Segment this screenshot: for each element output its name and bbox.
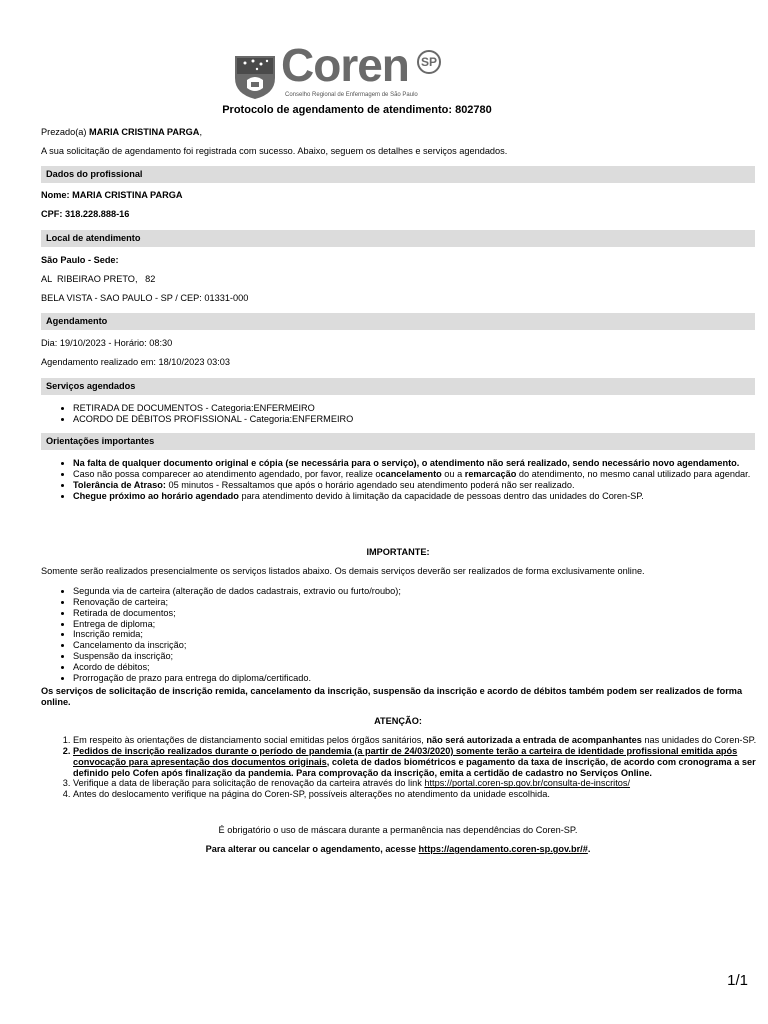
- page-number: 1/1: [727, 972, 748, 989]
- section-header-professional: Dados do profissional: [41, 166, 755, 183]
- coren-logo: [233, 39, 463, 106]
- list-item: [73, 469, 768, 480]
- section-header-appointment: Agendamento: [41, 313, 755, 330]
- attention-text: nas unidades do Coren-SP.: [641, 735, 757, 745]
- list-item: • Retirada de documentos;: [73, 608, 768, 619]
- list-item: • RETIRADA DE DOCUMENTOS - Categoria:ENFERMEIRO: [73, 403, 768, 414]
- list-item: [73, 778, 768, 789]
- appointment-date: Dia: 19/10/2023 - Horário: 08:30: [41, 338, 173, 348]
- in-person-services-list: [41, 586, 768, 684]
- guidelines-list: [41, 458, 768, 501]
- online-services-note: Os serviços de solicitação de inscrição remida, cancelamento da inscrição, suspensão da inscrição e acordo de débitos também podem ser realizados de forma online.: [41, 686, 743, 707]
- mask-note: É obrigatório o uso de máscara durante a permanência nas dependências do Coren-SP.: [218, 825, 578, 835]
- list-item: [73, 458, 768, 469]
- guideline-text: ou a: [441, 468, 465, 479]
- list-item: [73, 735, 768, 746]
- guideline-bold: remarcação: [464, 468, 517, 479]
- coat-of-arms-icon: [233, 52, 277, 100]
- professional-cpf: CPF: 318.228.888-16: [41, 209, 130, 219]
- attention-text: Verifique a data de liberação para solicitação de renovação da carteira através do link: [73, 778, 425, 789]
- page-title: Protocolo de agendamento de atendimento: 802780: [222, 104, 492, 116]
- attention-text: Em respeito às orientações de distanciamento social emitidas pelos órgãos sanitários,: [73, 735, 427, 745]
- logo-subtitle: Conselho Regional de Enfermagem de São Paulo: [285, 92, 418, 98]
- attention-list: [41, 735, 768, 800]
- change-text: Para alterar ou cancelar o agendamento, acesse: [205, 844, 419, 854]
- list-item: • Entrega de diploma;: [73, 619, 768, 630]
- renewal-check-link[interactable]: https://portal.coren-sp.gov.br/consulta-de-inscritos/: [424, 778, 631, 789]
- guideline-text: para atendimento devido à limitação da capacidade de pessoas dentro das unidades do Coren-SP.: [238, 490, 644, 501]
- list-item: • Prorrogação de prazo para entrega do diploma/certificado.: [73, 673, 768, 684]
- change-text: .: [587, 844, 591, 854]
- greeting-prefix: Prezado(a): [41, 127, 90, 137]
- list-item: • Acordo de débitos;: [73, 662, 768, 673]
- greeting: [41, 127, 755, 138]
- logo-sp-badge: SP: [417, 50, 441, 74]
- logo-wordmark: Coren: [281, 39, 409, 91]
- attention-underlined: Pedidos de inscrição realizados durante o período de pandemia (a partir de 24/03/2020) somente terão a carteira de identidade profissional emitida após convocação para apresentação dos documentos originais: [73, 745, 738, 767]
- location-city: BELA VISTA - SAO PAULO - SP / CEP: 01331-000: [41, 293, 249, 303]
- attention-bold: não será autorizada a entrada de acompanhantes: [426, 735, 642, 745]
- section-header-guidelines: Orientações importantes: [41, 433, 755, 450]
- list-item: [73, 480, 768, 491]
- guideline-bold: cancelamento: [380, 468, 442, 479]
- guideline-bold: Chegue próximo ao horário agendado: [73, 490, 239, 501]
- greeting-suffix: ,: [199, 127, 202, 137]
- list-item: • Suspensão da inscrição;: [73, 651, 768, 662]
- services-list: [41, 403, 768, 425]
- professional-name: Nome: MARIA CRISTINA PARGA: [41, 190, 183, 200]
- list-item: • Segunda via de carteira (alteração de dados cadastrais, extravio ou furto/roubo);: [73, 586, 768, 597]
- guideline-text: Caso não possa comparecer ao atendimento agendado, por favor, realize o: [73, 468, 381, 479]
- change-appointment-note: [41, 844, 755, 855]
- list-item: • Cancelamento da inscrição;: [73, 640, 768, 651]
- greeting-name: MARIA CRISTINA PARGA: [89, 127, 200, 137]
- scheduling-link[interactable]: https://agendamento.coren-sp.gov.br/#: [418, 844, 588, 854]
- list-item: • Inscrição remida;: [73, 629, 768, 640]
- guideline-text: Na falta de qualquer documento original e cópia (se necessária para o serviço), o atendimento não será realizado, sendo necessário novo agendamento.: [73, 458, 740, 468]
- guideline-text: do atendimento, no mesmo canal utilizado para agendar.: [516, 468, 751, 479]
- guideline-bold: Tolerância de Atraso:: [73, 479, 166, 490]
- location-name: São Paulo - Sede:: [41, 255, 119, 265]
- section-header-location: Local de atendimento: [41, 230, 755, 247]
- location-street: AL RIBEIRAO PRETO, 82: [41, 274, 156, 284]
- list-item: 4. Antes do deslocamento verifique na página do Coren-SP, possíveis alterações no atendimento da unidade escolhida.: [73, 789, 768, 800]
- attention-text: , coleta de dados biométricos e pagamento da taxa de inscrição, de acordo com cronograma a ser definido pelo Cofen após finalização da pandemia. Para comprovação da inscrição, emita a certidão de cadastro no Serviços Online.: [73, 756, 756, 778]
- section-header-services: Serviços agendados: [41, 378, 755, 395]
- important-heading: IMPORTANTE:: [366, 547, 430, 557]
- list-item: • Renovação de carteira;: [73, 597, 768, 608]
- intro-text: A sua solicitação de agendamento foi registrada com sucesso. Abaixo, seguem os detalhes e serviços agendados.: [41, 146, 508, 156]
- list-item: [73, 491, 768, 502]
- list-item: [73, 746, 768, 779]
- attention-heading: ATENÇÃO:: [374, 716, 422, 726]
- list-item: • ACORDO DE DÉBITOS PROFISSIONAL - Categoria:ENFERMEIRO: [73, 414, 768, 425]
- important-text: Somente serão realizados presencialmente os serviços listados abaixo. Os demais serviços deverão ser realizados de forma exclusivamente online.: [41, 566, 645, 576]
- appointment-made: Agendamento realizado em: 18/10/2023 03:03: [41, 357, 230, 367]
- guideline-text: 05 minutos - Ressaltamos que após o horário agendado seu atendimento poderá não ser realizado.: [165, 479, 575, 490]
